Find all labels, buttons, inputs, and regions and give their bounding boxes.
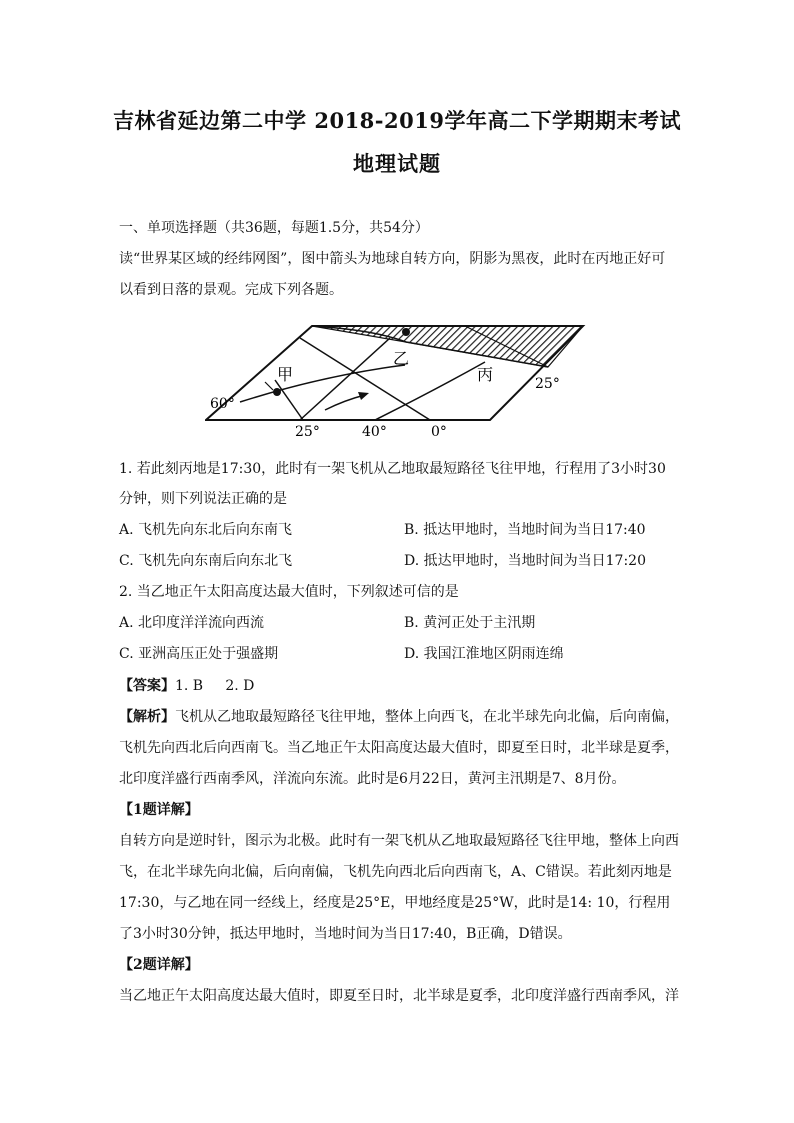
analysis-line-3: 北印度洋盛行西南季风，洋流向东流。此时是6月22日，黄河主汛期是7、8月份。	[119, 771, 626, 787]
arc-line	[375, 362, 485, 420]
label-lat-25: 25°	[535, 376, 560, 392]
q1-option-c: C. 飞机先向东南后向东北飞	[119, 553, 293, 569]
q2-option-b: B. 黄河正处于主汛期	[404, 615, 536, 631]
rotation-arrow-head	[358, 392, 369, 400]
analysis-label: 【解析】	[119, 709, 175, 725]
parallel-60-line	[240, 365, 405, 402]
label-lon-40: 40°	[362, 424, 387, 440]
label-yi: 乙	[393, 349, 410, 368]
label-lon-25: 25°	[295, 424, 320, 440]
detail1-label: 【1题详解】	[119, 802, 199, 818]
rotation-arrow	[325, 395, 365, 410]
detail2-label: 【2题详解】	[119, 957, 199, 973]
night-shading	[312, 326, 583, 367]
q1-option-d: D. 抵达甲地时，当地时间为当日17:20	[404, 553, 646, 569]
point-jia	[273, 388, 281, 396]
detail1-line-2: 飞，在北半球先向北偏，后向南偏，飞机先向西北后向西南飞，A、C错误。若此刻丙地是	[119, 864, 672, 880]
q1-stem-line-1: 1. 若此刻丙地是17:30，此时有一架飞机从乙地取最短路径飞往甲地，行程用了3小时30	[119, 461, 666, 477]
meridian-line-1	[300, 338, 430, 420]
intro-line-1: 读“世界某区域的经纬网图”，图中箭头为地球自转方向，阴影为黑夜，此时在丙地正好可	[119, 251, 666, 267]
detail1-line-1: 自转方向是逆时针，图示为北极。此时有一架飞机从乙地取最短路径飞往甲地，整体上向西	[119, 833, 679, 849]
detail1-line-4: 了3小时30分钟，抵达甲地时，当地时间为当日17:40，B正确，D错误。	[119, 926, 572, 942]
meridian-line-2	[300, 338, 390, 420]
label-bing: 丙	[477, 365, 494, 384]
q1-option-a: A. 飞机先向东北后向东南飞	[119, 522, 293, 538]
lat-lon-grid-figure	[205, 320, 590, 440]
q2-option-d: D. 我国江淮地区阴雨连绵	[404, 646, 564, 662]
intro-line-2: 以看到日落的景观。完成下列各题。	[119, 282, 343, 298]
q1-stem-line-2: 分钟，则下列说法正确的是	[119, 491, 287, 507]
label-lon-0: 0°	[431, 424, 447, 440]
meridian-line-3	[275, 380, 303, 420]
detail1-line-3: 17:30，与乙地在同一经线上，经度是25°E，甲地经度是25°W，此时是14: 10，行程用	[119, 895, 671, 911]
tick-mark	[265, 382, 273, 390]
q2-option-a: A. 北印度洋洋流向西流	[119, 615, 265, 631]
answer-text: 1. B 2. D	[175, 678, 255, 694]
page-subtitle: 地理试题	[353, 151, 441, 176]
label-jia: 甲	[277, 365, 294, 384]
section-heading: 一、单项选择题（共36题，每题1.5分，共54分）	[119, 220, 429, 236]
analysis-line-2: 飞机先向西北后向西南飞。当乙地正午太阳高度达最大值时，即夏至日时，北半球是夏季，	[119, 740, 679, 756]
q2-stem: 2. 当乙地正午太阳高度达最大值时，下列叙述可信的是	[119, 584, 459, 600]
analysis-row	[119, 707, 679, 727]
point-yi	[402, 328, 410, 336]
detail2-line-1: 当乙地正午太阳高度达最大值时，即夏至日时，北半球是夏季，北印度洋盛行西南季风，洋	[119, 988, 679, 1004]
label-lat-60: 60°	[210, 396, 235, 412]
q2-option-c: C. 亚洲高压正处于强盛期	[119, 646, 279, 662]
page-title: 吉林省延边第二中学 2018-2019学年高二下学期期末考试	[113, 108, 681, 133]
answer-row	[119, 676, 679, 696]
answer-label: 【答案】	[119, 678, 175, 694]
analysis-line-1: 飞机从乙地取最短路径飞往甲地，整体上向西飞，在北半球先向北偏，后向南偏，	[175, 709, 679, 725]
q1-option-b: B. 抵达甲地时，当地时间为当日17:40	[404, 522, 646, 538]
